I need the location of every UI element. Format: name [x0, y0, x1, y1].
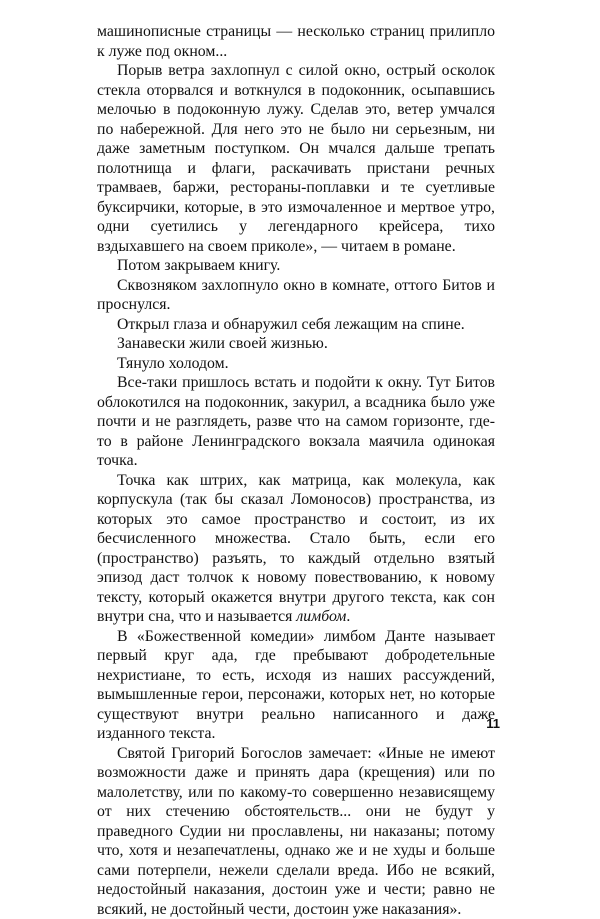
paragraph-curtains: Занавески жили своей жизнью.	[97, 334, 495, 354]
paragraph-draft: Сквозняком захлопнуло окно в комнате, оттого Битов и проснулся.	[97, 276, 495, 315]
paragraph-cold: Тянуло холодом.	[97, 354, 495, 374]
paragraph-point	[97, 471, 495, 627]
paragraph-gregory: Святой Григорий Богослов замечает: «Иные не имеют возможности даже и принять дара (крещения) или по малолетству, или по какому-то совершенно независящему от них стечению обстоятельств... они не будут у праведного Судии ни прославлены, ни наказаны; потому что, хотя и незапечатлены, однако же и не худы и больше сами потерпели, нежели сделали вреда. Ибо не всякий, недостойный наказания, достоин уже и чести; равно не всякий, не достойный чести, достоин уже наказания».	[97, 744, 495, 919]
paragraph-point-text: Точка как штрих, как матрица, как молекула, как корпускула (так бы сказал Ломоносов) пространства, из которых это самое пространство и состоит, из их бесчисленного множества. Стало быть, если его (пространство) разъять, то каждый отдельно взятый эпизод даст толчок к новому повествованию, к новому тексту, который окажется внутри другого текста, как сон внутри сна, что и называется	[97, 472, 495, 626]
paragraph-wind: Порыв ветра захлопнул с силой окно, острый осколок стекла оторвался и воткнулся в подоконник, осыпавшись мелочью в подоконную лужу. Сделав это, ветер умчался по набережной. Для него это не было ни серьезным, ни даже заметным поступком. Он мчался дальше трепать полотнища и флаги, раскачивать пристани речных трамваев, баржи, рестораны-поплавки и те суетливые буксирчики, которые, в это измочаленное и мертвое утро, одни суетились у легендарного крейсера, тихо вздыхавшего на своем приколе», — читаем в романе.	[97, 61, 495, 256]
paragraph-point-tail: .	[346, 608, 350, 625]
paragraph-open-eyes: Открыл глаза и обнаружил себя лежащим на спине.	[97, 315, 495, 335]
page-number: 11	[480, 716, 500, 731]
paragraph-divine-comedy: В «Божественной комедии» лимбом Данте называет первый круг ада, где пребывают добродетельные нехристиане, то есть, исходя из наших рассуждений, вымышленные герои, персонажи, которых нет, но которые существуют внутри реально написанного и даже изданного текста.	[97, 627, 495, 744]
paragraph-close-book: Потом закрываем книгу.	[97, 256, 495, 276]
limbo-emphasis: лимбом	[296, 608, 346, 625]
body-text	[97, 22, 495, 919]
paragraph-continuation: машинописные страницы — несколько страниц прилипло к луже под окном...	[97, 22, 495, 61]
paragraph-window: Все-таки пришлось встать и подойти к окну. Тут Битов облокотился на подоконник, закурил, а всадника было уже почти и не разглядеть, разве что на самом горизонте, где-то в районе Ленинградского вокзала маячила одинокая точка.	[97, 373, 495, 471]
